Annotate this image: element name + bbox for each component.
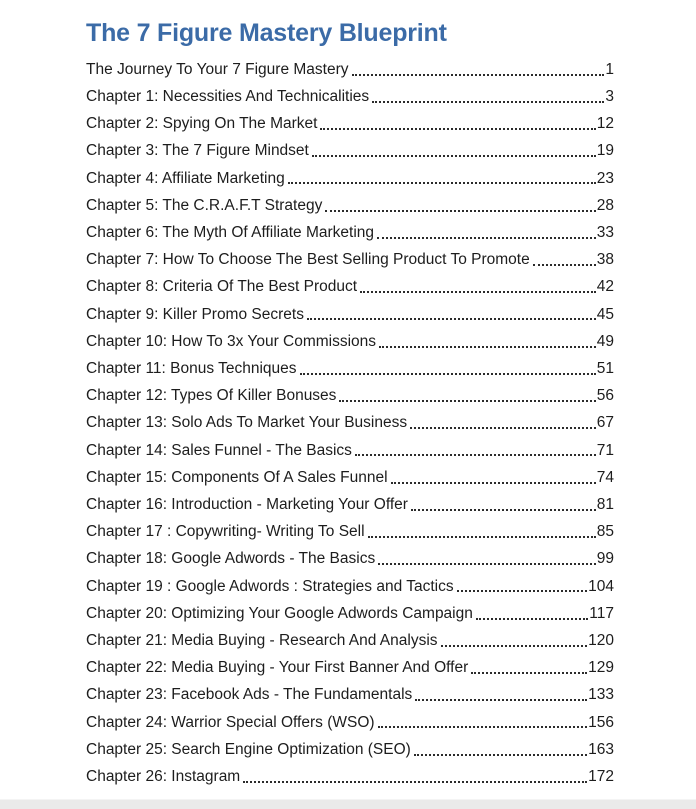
toc-entry[interactable] — [86, 414, 614, 432]
toc-entry-page: 3 — [605, 87, 614, 105]
toc-entry-page: 74 — [596, 468, 614, 486]
toc-entry[interactable] — [86, 605, 614, 623]
toc-entry-label: Chapter 16: Introduction - Marketing Your Offer — [86, 496, 408, 513]
toc-entry-label: Chapter 12: Types Of Killer Bonuses — [86, 387, 337, 405]
dot-leader — [320, 128, 595, 130]
toc-entry-page: 12 — [596, 115, 614, 133]
toc-entry-label: Chapter 19 : Google Adwords : Strategies and Tactics — [86, 577, 454, 595]
toc-entry-page: 49 — [596, 332, 614, 350]
toc-entry-page: 38 — [596, 251, 614, 269]
dot-leader — [441, 645, 588, 647]
toc-entry-label: Chapter 14: Sales Funnel - The Basics — [86, 441, 352, 459]
toc-entry[interactable] — [86, 251, 614, 269]
toc-entry-page: 85 — [596, 523, 614, 541]
dot-leader — [378, 563, 596, 565]
toc-entry[interactable] — [86, 360, 614, 378]
toc-entry-page: 19 — [596, 142, 614, 160]
dot-leader — [372, 101, 604, 103]
dot-leader — [476, 618, 588, 620]
dot-leader — [379, 346, 596, 348]
dot-leader — [378, 726, 588, 728]
toc-entry[interactable] — [86, 88, 614, 106]
page-bottom-edge — [0, 799, 696, 809]
dot-leader — [377, 237, 596, 239]
toc-entry-label: Chapter 11: Bonus Techniques — [86, 359, 297, 377]
toc-entry-label: Chapter 8: Criteria Of The Best Product — [86, 278, 358, 296]
toc-entry-page: 56 — [596, 387, 614, 405]
toc-entry-label: Chapter 23: Facebook Ads - The Fundamentals — [86, 686, 413, 704]
dot-leader — [355, 454, 596, 456]
toc-entry-page: 133 — [588, 686, 614, 704]
toc-entry[interactable] — [86, 578, 614, 596]
toc-entry-page: 67 — [596, 414, 614, 432]
toc-entry-label: Chapter 15: Components Of A Sales Funnel — [86, 468, 388, 486]
toc-entry-label: Chapter 26: Instagram — [86, 768, 241, 786]
toc-entry-label: Chapter 4: Affiliate Marketing — [86, 169, 285, 187]
toc-entry-label: Chapter 7: How To Choose The Best Selling Product To Promote — [86, 251, 530, 269]
toc-entry-label: Chapter 18: Google Adwords - The Basics — [86, 550, 376, 568]
dot-leader — [288, 182, 596, 184]
dot-leader — [339, 400, 595, 402]
toc-entry-label: Chapter 10: How To 3x Your Commissions — [86, 332, 377, 350]
toc-entry-page: 23 — [596, 169, 614, 187]
toc-entry[interactable] — [86, 659, 614, 677]
toc-entry-label: Chapter 20: Optimizing Your Google Adwords Campaign — [86, 604, 473, 622]
dot-leader — [471, 672, 587, 674]
toc-entry-label: The Journey To Your 7 Figure Mastery — [86, 60, 349, 78]
dot-leader — [243, 781, 587, 783]
dot-leader — [457, 590, 588, 592]
toc-entry[interactable] — [86, 469, 614, 487]
dot-leader — [300, 373, 596, 375]
toc-entry[interactable] — [86, 632, 614, 650]
dot-leader — [312, 155, 596, 157]
dot-leader — [533, 264, 596, 266]
toc-entry-label: Chapter 5: The C.R.A.F.T Strategy — [86, 196, 323, 214]
toc-entry-page: 120 — [588, 632, 614, 650]
toc-entry-label: Chapter 1: Necessities And Technicalities — [86, 87, 370, 105]
dot-leader — [415, 699, 587, 701]
toc-entry[interactable] — [86, 496, 614, 514]
toc-entry[interactable] — [86, 142, 614, 160]
toc-entry-page: 163 — [588, 740, 614, 758]
toc-entry-page: 117 — [589, 604, 614, 622]
toc-entry[interactable] — [86, 61, 614, 79]
toc-entry-label: Chapter 6: The Myth Of Affiliate Marketing — [86, 223, 375, 241]
dot-leader — [391, 482, 596, 484]
toc-entry[interactable] — [86, 115, 614, 133]
toc-entry-page: 99 — [596, 550, 614, 568]
toc-entry[interactable] — [86, 741, 614, 759]
toc-entry[interactable] — [86, 333, 614, 351]
dot-leader — [325, 210, 595, 212]
toc-entry[interactable] — [86, 768, 614, 786]
toc-entry[interactable] — [86, 550, 614, 568]
toc-entry-page: 156 — [588, 713, 614, 731]
toc-entry-label: Chapter 24: Warrior Special Offers (WSO) — [86, 713, 375, 731]
toc-entry-page: 129 — [588, 659, 614, 677]
toc-entry-label: Chapter 21: Media Buying - Research And Analysis — [86, 632, 438, 650]
dot-leader — [414, 754, 587, 756]
toc-entry-page: 81 — [596, 496, 614, 513]
toc-entry-page: 33 — [596, 223, 614, 241]
toc-entry[interactable] — [86, 714, 614, 732]
dot-leader — [368, 536, 596, 538]
toc-entry[interactable] — [86, 306, 614, 324]
toc-list — [86, 61, 614, 786]
toc-entry-label: Chapter 22: Media Buying - Your First Banner And Offer — [86, 659, 469, 677]
dot-leader — [360, 291, 596, 293]
toc-entry[interactable] — [86, 278, 614, 296]
toc-entry-label: Chapter 25: Search Engine Optimization (SEO) — [86, 740, 411, 758]
toc-entry-page: 71 — [596, 441, 614, 459]
toc-entry[interactable] — [86, 197, 614, 215]
toc-entry-label: Chapter 9: Killer Promo Secrets — [86, 305, 304, 323]
toc-entry-page: 51 — [596, 359, 614, 377]
dot-leader — [307, 318, 596, 320]
toc-entry-page: 104 — [588, 577, 614, 595]
toc-entry-label: Chapter 3: The 7 Figure Mindset — [86, 142, 309, 160]
toc-entry[interactable] — [86, 224, 614, 242]
dot-leader — [411, 509, 596, 511]
dot-leader — [352, 74, 605, 76]
toc-entry-page: 1 — [605, 60, 614, 78]
dot-leader — [410, 427, 596, 429]
page-title: The 7 Figure Mastery Blueprint — [86, 19, 447, 47]
toc-entry-label: Chapter 2: Spying On The Market — [86, 115, 318, 133]
toc-entry[interactable] — [86, 686, 614, 704]
toc-entry-page: 28 — [596, 196, 614, 214]
toc-entry-page: 42 — [596, 278, 614, 296]
toc-entry-page: 45 — [596, 305, 614, 323]
toc-entry-label: Chapter 13: Solo Ads To Market Your Business — [86, 414, 408, 432]
toc-entry[interactable] — [86, 442, 614, 460]
toc-entry-label: Chapter 17 : Copywriting- Writing To Sell — [86, 523, 365, 541]
toc-entry[interactable] — [86, 523, 614, 541]
toc-entry[interactable] — [86, 387, 614, 405]
toc-entry-page: 172 — [588, 768, 614, 786]
toc-entry[interactable] — [86, 170, 614, 188]
